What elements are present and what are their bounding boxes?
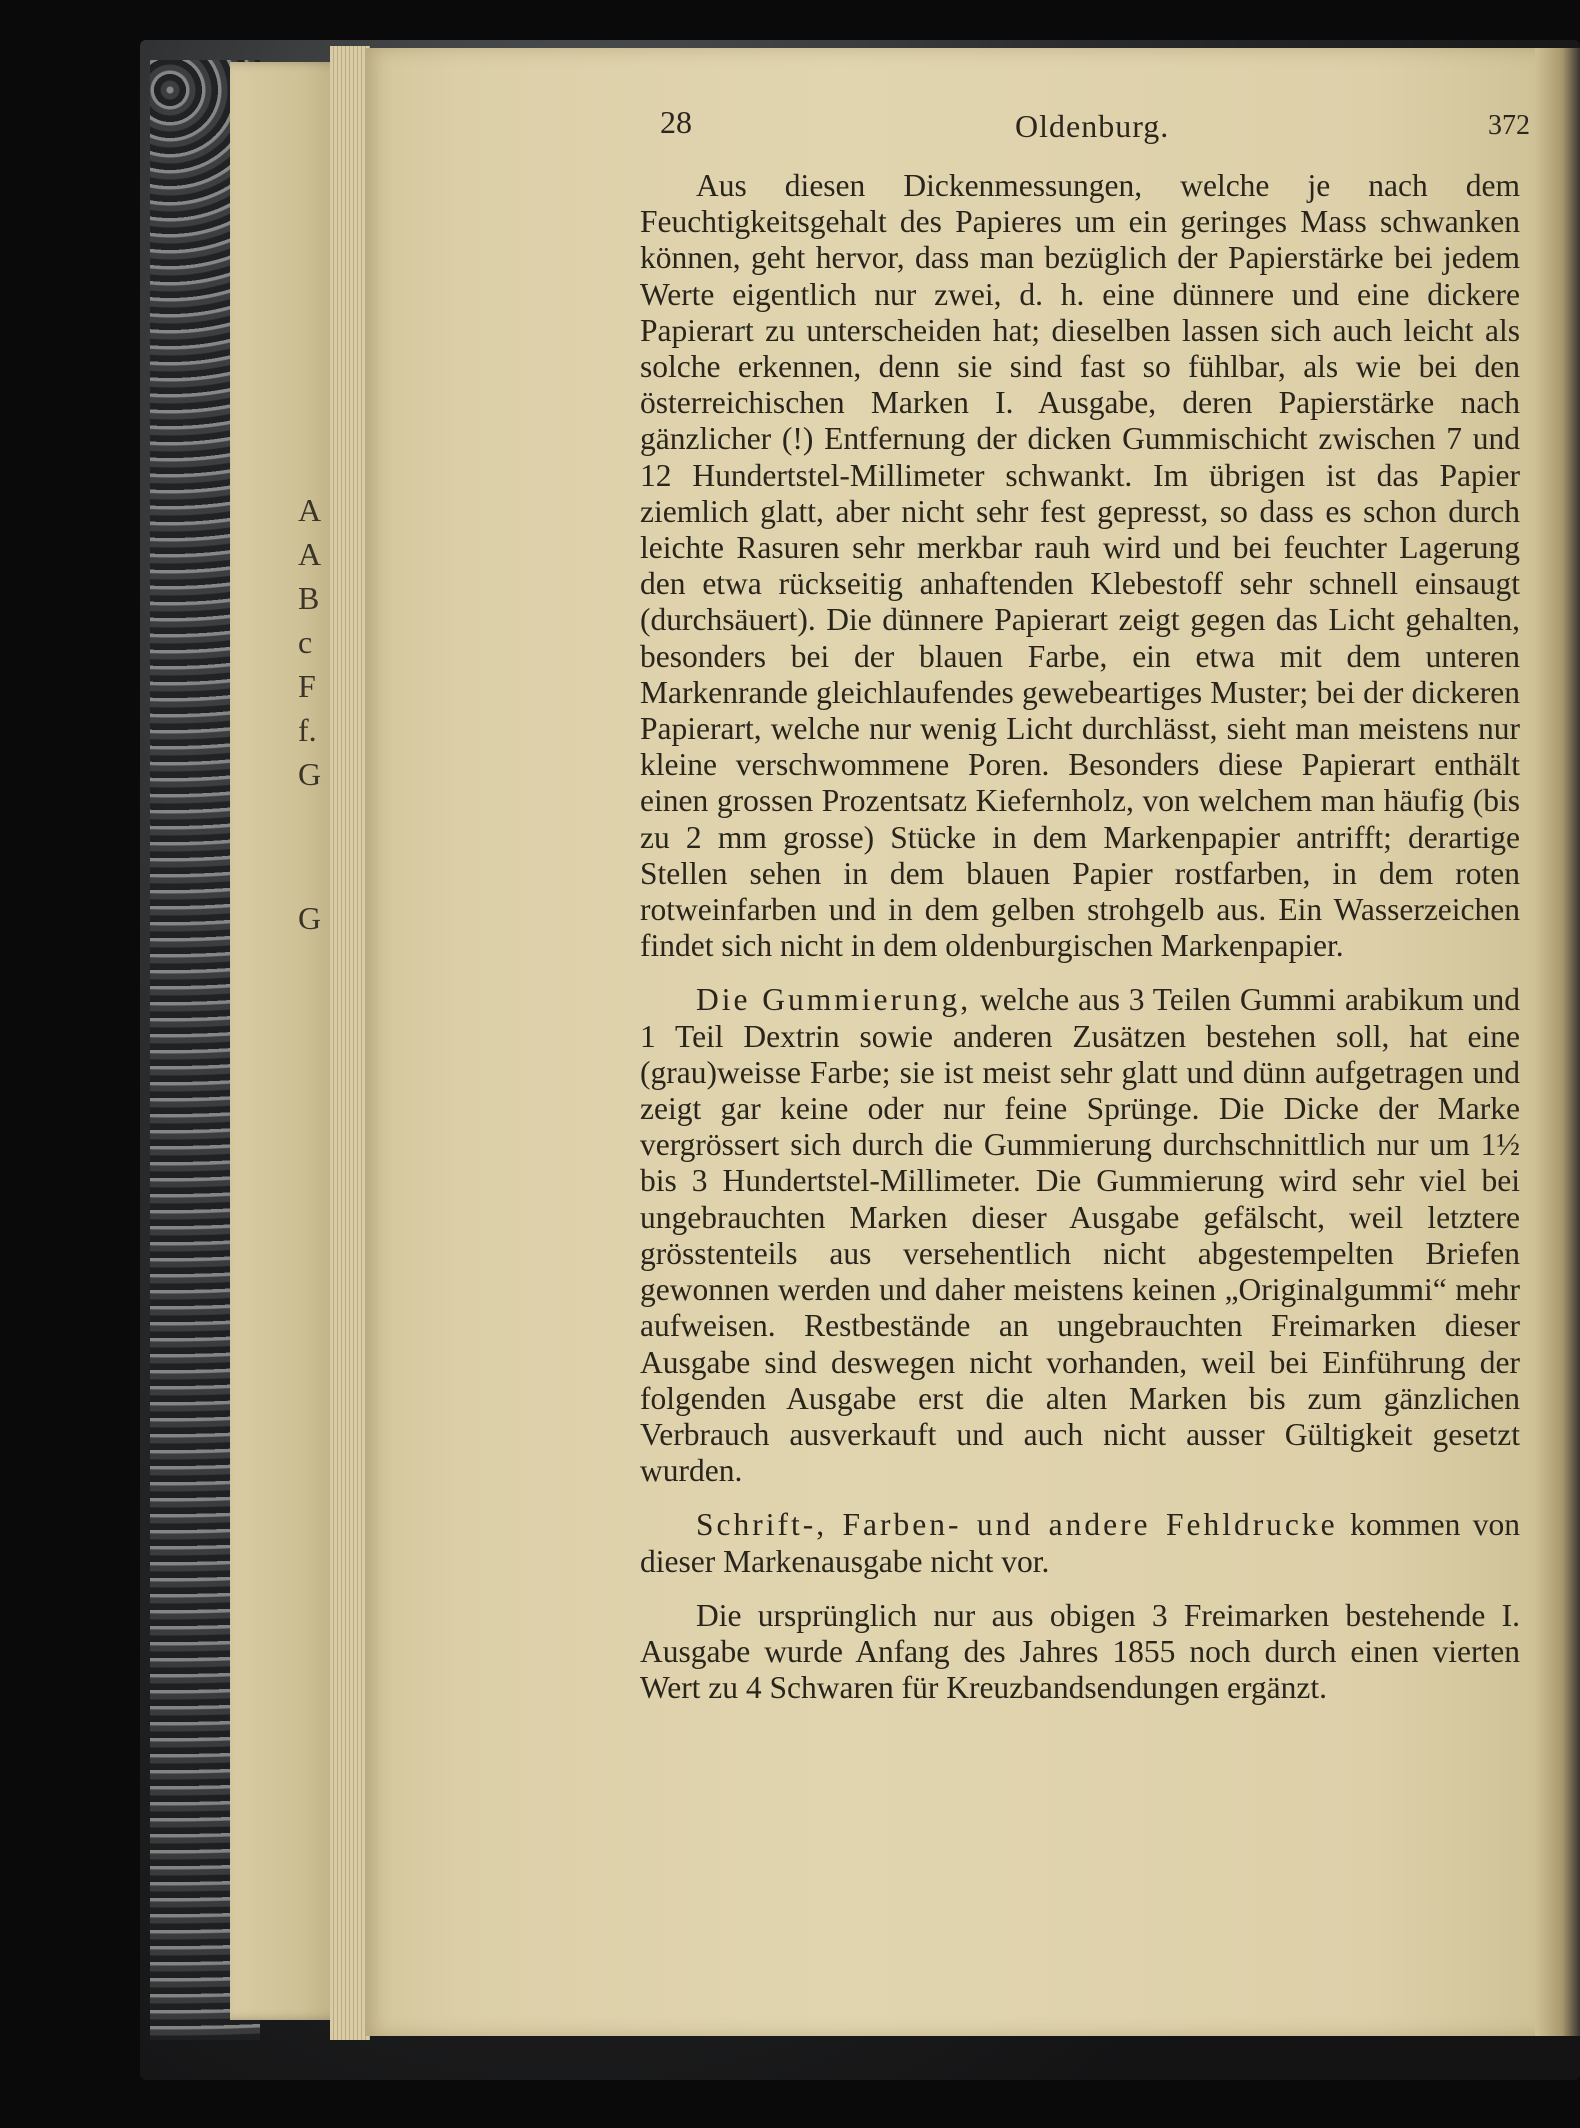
left-letter: G: [298, 756, 322, 792]
left-letter: f.: [298, 712, 317, 748]
marginal-number: 372: [1488, 110, 1530, 141]
paragraph-text: welche aus 3 Teilen Gummi arabikum und 1 Teil Dextrin sowie anderen Zusätzen bestehen soll, hat eine (grau)weisse Farbe; sie ist meist sehr glatt und dünn aufgetragen und zeigt gar keine oder nur feine Sprünge. Die Dicke der Marke vergrössert sich durch die Gummierung durchschnittlich nur um 1½ bis 3 Hundertstel-Millimeter. Die Gummierung wird sehr viel bei ungebrauchten Marken dieser Ausgabe gefälscht, weil letztere grösstenteils aus versehentlich nicht abgestempelten Briefen gewonnen werden und daher meistens keinen „Originalgummi“ mehr aufweisen. Restbestände an ungebrauchten Freimarken dieser Ausgabe sind deswegen nicht vorhanden, weil bei Einführung der folgenden Ausgabe erst die alten Marken bis zum gänzlichen Verbrauch ausverkauft und auch nicht ausser Gültigkeit gesetzt wurden.: [640, 982, 1520, 1489]
left-letter: G: [298, 900, 322, 936]
paragraph: [640, 1507, 1520, 1579]
left-letter: A: [298, 492, 322, 528]
left-letter: A: [298, 536, 322, 572]
left-letter: c: [298, 624, 313, 660]
paragraph-text: Aus diesen Dickenmessungen, welche je nach dem Feuchtigkeitsgehalt des Papieres um ein geringes Mass schwanken können, geht hervor, dass man bezüglich der Papierstärke bei jedem Werte eigentlich nur zwei, d. h. eine dünnere und eine dickere Papierart zu unterscheiden hat; dieselben lassen sich auch leicht als solche erkennen, denn sie sind fast so fühlbar, als wie bei den österreichischen Marken I. Ausgabe, deren Papierstärke nach gänzlicher (!) Entfernung der dicken Gummischicht zwischen 7 und 12 Hundertstel-Millimeter schwankt. Im übrigen ist das Papier ziemlich glatt, aber nicht sehr fest gepresst, so dass es schon durch leichte Rasuren sehr merkbar rauh wird und bei feuchter Lagerung den etwa rückseitig anhaftenden Klebestoff sehr schnell einsaugt (durchsäuert). Die dünnere Papierart zeigt gegen das Licht gehalten, besonders bei der blauen Farbe, ein etwa mit dem unteren Markenrande gleichlaufendes gewebeartiges Muster; bei der dickeren Papierart, welche nur wenig Licht durchlässt, sieht man meistens nur kleine verschwommene Poren. Besonders diese Papierart enthält einen grossen Prozentsatz Kiefernholz, von welchem man häufig (bis zu 2 mm grosse) Stücke in dem Markenpapier antrifft; derartige Stellen sehen in dem blauen Papier rostfarben, in dem roten rotweinfarben und in dem gelben strohgelb aus. Ein Wasserzeichen findet sich nicht in dem oldenburgischen Markenpapier.: [640, 168, 1520, 964]
left-page-letters: [298, 488, 328, 940]
paragraph-text: kommen von dieser Markenausgabe nicht vor.: [640, 1507, 1520, 1579]
running-title: Oldenburg.: [1015, 108, 1170, 144]
paragraph-lead: Die Gummierung,: [696, 982, 972, 1018]
paragraph-lead: Schrift-, Farben- und andere Fehldrucke: [696, 1507, 1338, 1543]
paragraph: [640, 168, 1520, 964]
left-letter: B: [298, 580, 320, 616]
page-stack: [330, 46, 370, 2040]
body-text: [640, 168, 1520, 1724]
paragraph: [640, 982, 1520, 1489]
paragraph-text: Die ursprünglich nur aus obigen 3 Freimarken bestehende I. Ausgabe wurde Anfang des Jahres 1855 noch durch einen vierten Wert zu 4 Schwaren für Kreuzbandsendungen ergänzt.: [640, 1597, 1520, 1706]
left-letter: F: [298, 668, 316, 704]
page-edge: [1535, 48, 1580, 2036]
paragraph: [640, 1598, 1520, 1707]
page-header: [660, 104, 1530, 150]
page-number: 28: [660, 104, 692, 140]
